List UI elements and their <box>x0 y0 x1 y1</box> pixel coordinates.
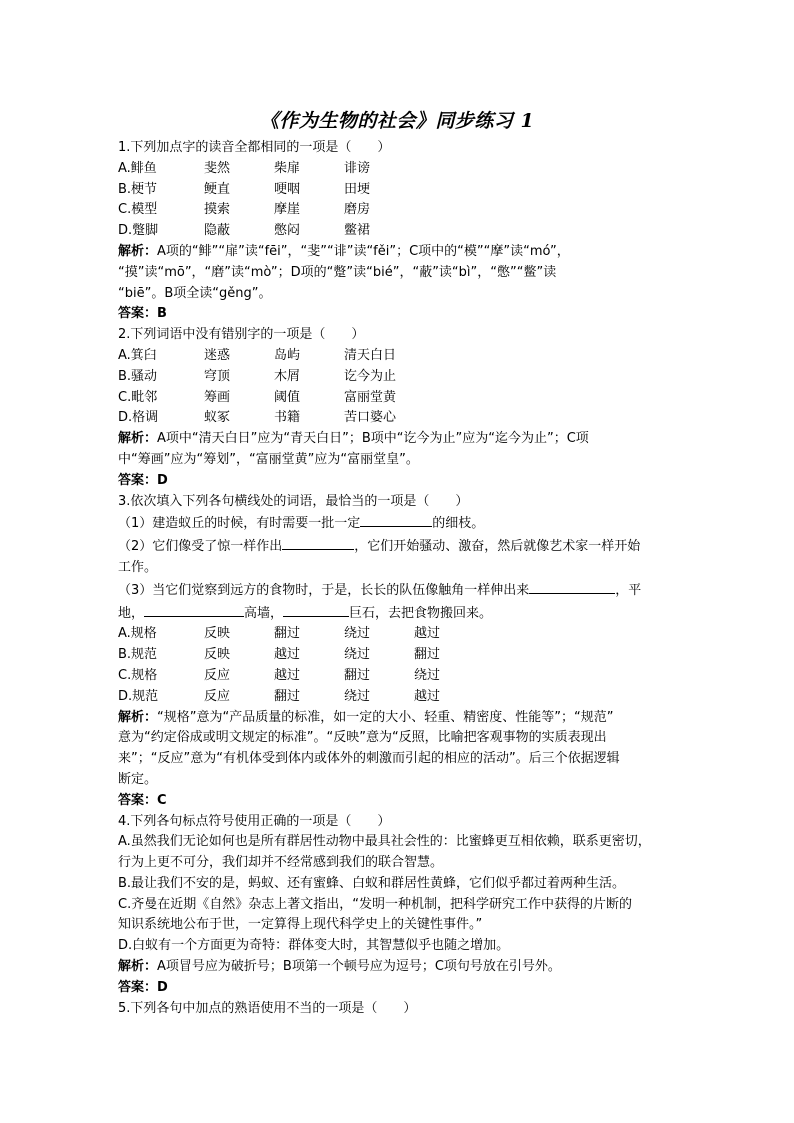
question-3-sentence-3: （3）当它们觉察到远方的食物时，于是，长长的队伍像触角一样伸出来 ，平 <box>118 579 678 602</box>
fill-blank <box>282 535 354 550</box>
fill-blank <box>283 602 349 617</box>
question-2-option-d: D.格调 蚁冢 书籍 苦口婆心 <box>118 410 397 426</box>
fill-blank <box>360 512 432 527</box>
question-3-analysis-line: 意为“约定俗成或明文规定的标准”。“反映”意为“反照，比喻把客观事物的实质表现出 <box>118 730 607 746</box>
question-5-stem: 5.下列各句中加点的熟语使用不当的一项是（ ） <box>118 1000 417 1016</box>
question-1-analysis: 解析：A项的“鲱”“扉”读“fēi”，“斐”“诽”读“fěi”；C项中的“模”“摩”读“mó”， <box>118 243 570 259</box>
question-2-analysis: 解析：A项中“清天白日”应为“青天白日”；B项中“讫今为止”应为“迄今为止”；C项 <box>118 431 589 447</box>
question-4-option-line: 行为上更不可分，我们却并不经常感到我们的联合智慧。 <box>118 855 444 871</box>
question-3-analysis-line: 断定。 <box>118 771 158 787</box>
question-3-sentence-2-cont: 工作。 <box>118 559 158 575</box>
question-3-sentence-1: （1）建造蚁丘的时候，有时需要一批一定 的细枝。 <box>118 512 678 535</box>
question-2-option-a: A.箕臼 迷惑 岛屿 清天白日 <box>118 347 397 363</box>
question-4-analysis: 解析：A项冒号应为破折号；B项第一个顿号应为逗号；C项句号放在引号外。 <box>118 959 561 975</box>
page-title: 《作为生物的社会》同步练习 1 <box>259 110 535 132</box>
question-1-analysis-line: “biē”。B项全读“gěng”。 <box>118 285 272 301</box>
question-4-option-line: C.齐曼在近期《自然》杂志上著文指出，“发明一种机制，把科学研究工作中获得的片断的 <box>118 896 632 912</box>
document-body <box>118 138 678 1019</box>
question-1-option-b: B.梗节 鲠直 哽咽 田埂 <box>118 181 371 197</box>
question-1-analysis-line: “摸”读“mō”，“磨”读“mò”；D项的“蹩”读“bié”，“蔽”读“bì”，“憋”“鳖”读 <box>118 264 557 280</box>
question-4-stem: 4.下列各句标点符号使用正确的一项是（ ） <box>118 813 391 829</box>
question-3-option-b: B.规范 反映 越过 绕过 翻过 <box>118 647 441 663</box>
question-2-option-b: B.骚动 穹顶 木屑 讫今为止 <box>118 368 397 384</box>
question-3-option-c: C.规格 反应 越过 翻过 绕过 <box>118 667 441 683</box>
fill-blank <box>144 602 244 617</box>
question-4-option-line: D.白蚁有一个方面更为奇特：群体变大时，其智慧似乎也随之增加。 <box>118 938 510 954</box>
question-2-analysis-line: 中“筹画”应为“筹划”，“富丽堂黄”应为“富丽堂皇”。 <box>118 451 419 467</box>
question-2-answer: 答案：D <box>118 472 168 488</box>
question-3-analysis-line: 来”；“反应”意为“有机体受到体内或体外的刺激而引起的相应的活动”。后三个依据逻辑 <box>118 751 620 767</box>
fill-blank <box>529 579 615 594</box>
question-3-option-d: D.规范 反应 翻过 绕过 越过 <box>118 688 441 704</box>
question-3-stem: 3.依次填入下列各句横线处的词语，最恰当的一项是（ ） <box>118 493 469 509</box>
analysis-label: 解析： <box>118 959 158 975</box>
question-4-answer: 答案：D <box>118 979 168 995</box>
question-3-analysis: 解析：“规格”意为“产品质量的标准，如一定的大小、轻重、精密度、性能等”；“规范” <box>118 709 614 725</box>
question-3-sentence-3-cont: 地， 高墙， 巨石，去把食物搬回来。 <box>118 602 678 625</box>
analysis-label: 解析： <box>118 431 158 447</box>
question-2-option-c: C.毗邻 筹画 阈值 富丽堂黄 <box>118 389 397 405</box>
question-4-option-line: A.虽然我们无论如何也是所有群居性动物中最具社会性的：比蜜蜂更互相依赖，联系更密切， <box>118 834 651 850</box>
analysis-label: 解析： <box>118 709 158 725</box>
question-4-option-line: 知识系统地公布于世，一定算得上现代科学史上的关键性事件。” <box>118 917 483 933</box>
question-1-option-c: C.模型 摸索 摩崖 磨房 <box>118 202 371 218</box>
question-1-answer: 答案：B <box>118 306 167 322</box>
question-3-answer: 答案：C <box>118 792 167 808</box>
analysis-label: 解析： <box>118 243 158 259</box>
question-3-option-a: A.规格 反映 翻过 绕过 越过 <box>118 626 441 642</box>
question-1-stem: 1.下列加点字的读音全都相同的一项是（ ） <box>118 140 391 155</box>
question-4-option-line: B.最让我们不安的是，蚂蚁、还有蜜蜂、白蚁和群居性黄蜂，它们似乎都过着两种生活。 <box>118 875 626 891</box>
question-1-option-a: A.鲱鱼 斐然 柴扉 诽谤 <box>118 160 371 176</box>
question-2-stem: 2.下列词语中没有错别字的一项是（ ） <box>118 327 365 343</box>
question-1-option-d: D.蹩脚 隐蔽 憋闷 鳖裙 <box>118 223 371 239</box>
question-3-sentence-2: （2）它们像受了惊一样作出 ，它们开始骚动、激奋，然后就像艺术家一样开始 <box>118 535 678 558</box>
